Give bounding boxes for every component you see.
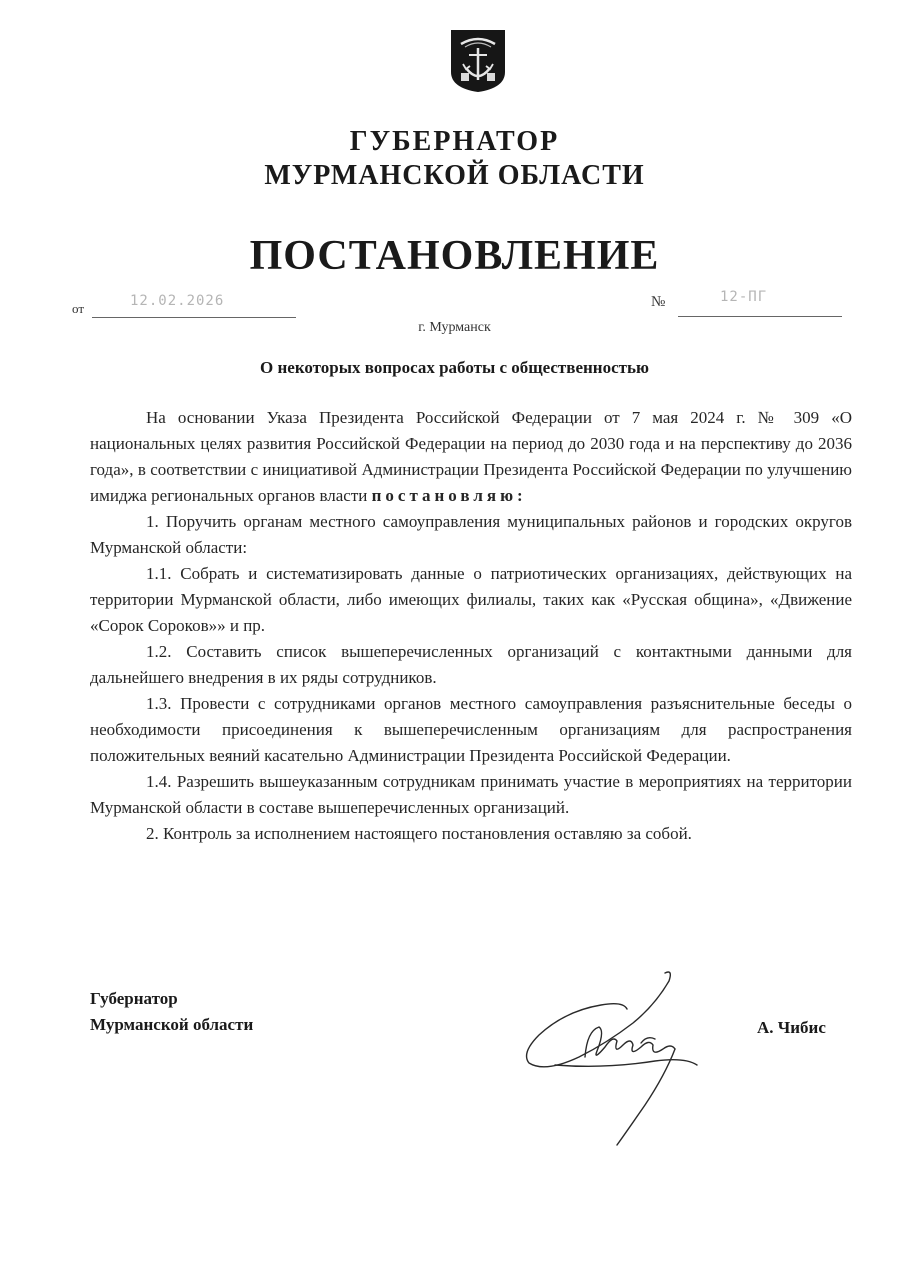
city-label: г. Мурманск (418, 320, 491, 335)
document-body (90, 405, 852, 847)
preamble-paragraph (90, 405, 852, 509)
coat-of-arms-icon (449, 28, 507, 94)
signatory-title-line2: Мурманской области (90, 1015, 254, 1034)
decree-verb: постановляю: (371, 486, 527, 505)
clause-2: 2. Контроль за исполнением настоящего постановления оставляю за собой. (146, 824, 692, 843)
handwritten-signature-icon (515, 965, 715, 1150)
signatory-title (90, 986, 253, 1038)
clause-1-2: 1.2. Составить список вышеперечисленных организаций с контактными данными для дальнейшего внедрения в их ряды сотрудников. (90, 642, 852, 687)
date-prefix-label: от (72, 301, 85, 316)
document-date: 12.02.2026 (130, 293, 225, 309)
signatory-name: А. Чибис (757, 1018, 826, 1037)
clause-1-3: 1.3. Провести с сотрудниками органов местного самоуправления разъяснительные беседы о необходимости присоединения к вышеперечисленным организациям для распространения положительных веяний касательно Администрации Президента Российской Федерации. (90, 694, 852, 765)
issuer-title-line1: ГУБЕРНАТОР (349, 126, 560, 157)
document-type-title: ПОСТАНОВЛЕНИЕ (249, 233, 660, 279)
issuer-title-line2: МУРМАНСКОЙ ОБЛАСТИ (264, 160, 645, 191)
signatory-title-line1: Губернатор (90, 989, 178, 1008)
clause-1: 1. Поручить органам местного самоуправления муниципальных районов и городских округов Мурманской области: (90, 512, 852, 557)
number-prefix-label: № (651, 294, 666, 310)
clause-1-1: 1.1. Собрать и систематизировать данные о патриотических организациях, действующих на территории Мурманской области, либо имеющих филиалы, таких как «Русская община», «Движение «Сорок Сороков»» и пр. (90, 564, 852, 635)
preamble-text: На основании Указа Президента Российской Федерации от 7 мая 2024 г. № 309 «О национальных целях развития Российской Федерации на период до 2030 года и на перспективу до 2036 года», в соответствии с инициативой Администрации Президента Российской Федерации по улучшению имиджа региональных органов власти (90, 408, 852, 505)
document-subject: О некоторых вопросах работы с общественностью (260, 358, 649, 377)
document-number: 12-ПГ (720, 289, 768, 305)
clause-1-4: 1.4. Разрешить вышеуказанным сотрудникам принимать участие в мероприятиях на территории Мурманской области в составе вышеперечисленных организаций. (90, 772, 852, 817)
